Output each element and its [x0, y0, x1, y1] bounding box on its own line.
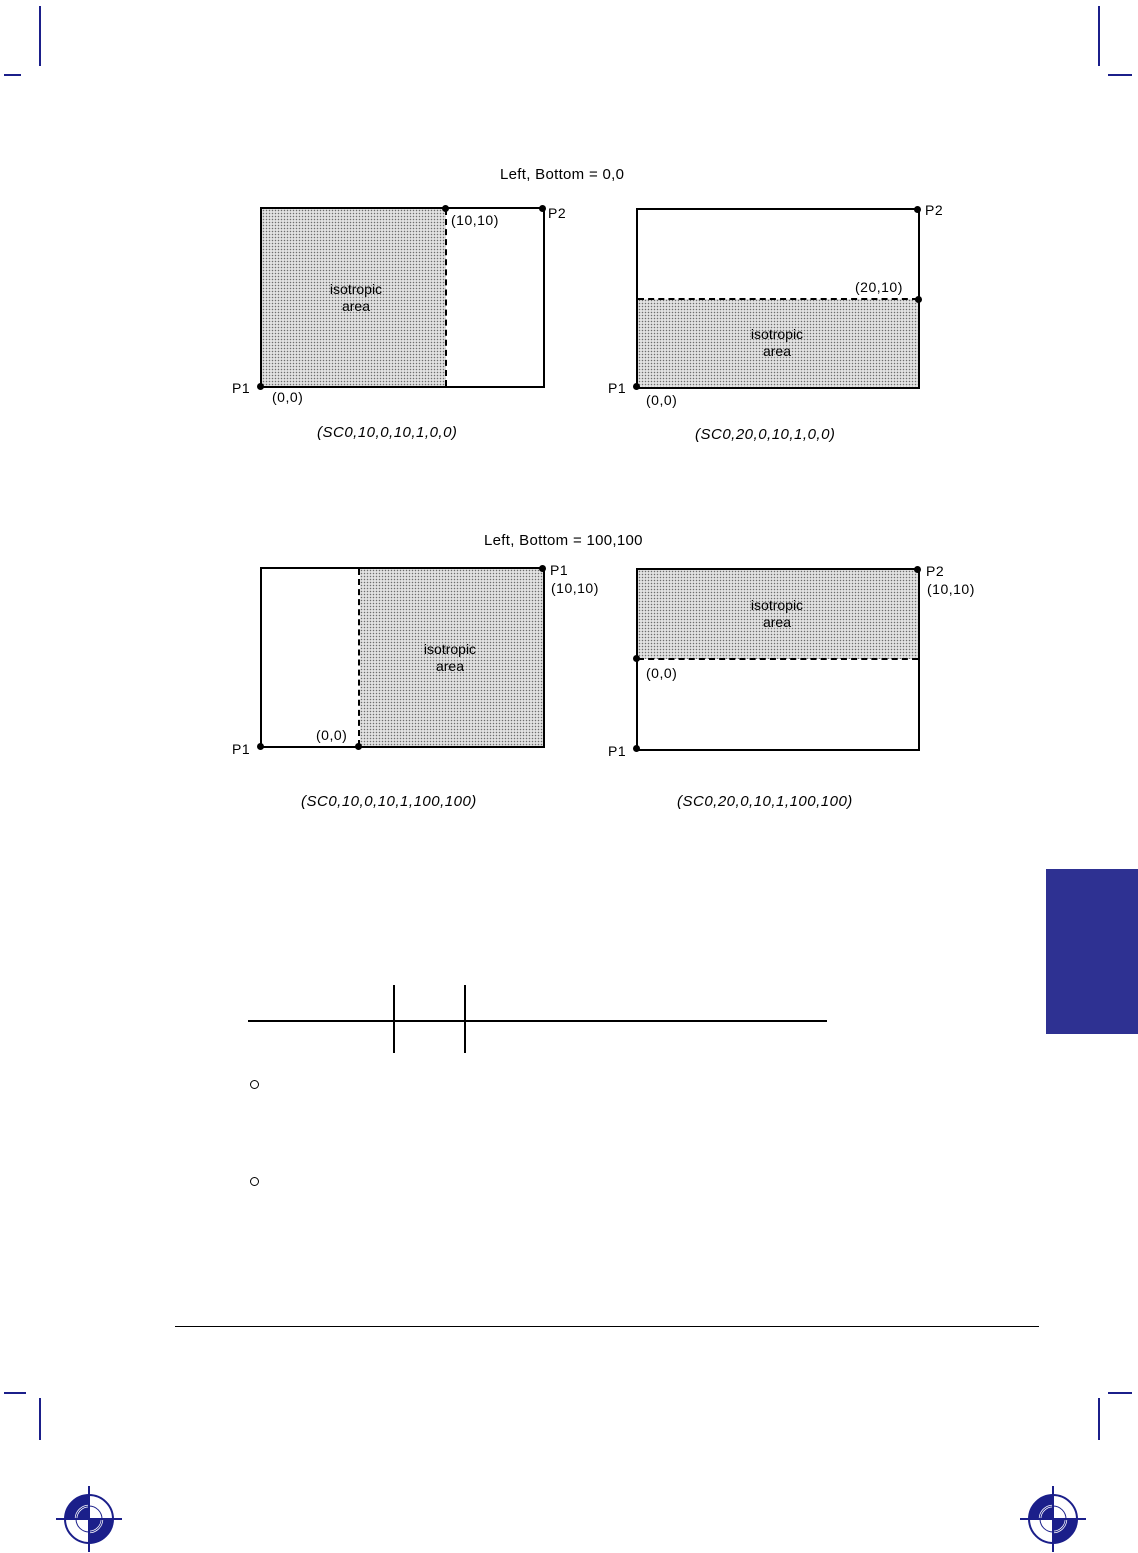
diagram-caption: (SC0,10,0,10,1,0,0) [317, 424, 458, 441]
diagram-caption: (SC0,10,0,10,1,100,100) [301, 793, 477, 810]
isotropic-area-label: isotropic area [750, 326, 804, 359]
corner-point [442, 205, 449, 212]
crop-mark [1098, 6, 1100, 66]
p1-label: P1 [232, 741, 251, 757]
isotropic-boundary [638, 658, 918, 660]
p1-label: P1 [232, 380, 251, 396]
corner-point [915, 296, 922, 303]
bullet-icon [250, 1177, 259, 1186]
p1-top-label: P1 [550, 562, 569, 578]
p2-label: P2 [926, 563, 945, 579]
p2-point [914, 206, 921, 213]
p1-top-point [539, 565, 546, 572]
crop-mark [1108, 1392, 1132, 1394]
isotropic-boundary [638, 298, 918, 300]
crop-mark [1098, 1398, 1100, 1440]
isotropic-area-label: isotropic area [329, 281, 383, 314]
crop-mark [39, 1398, 41, 1440]
chapter-tab [1046, 869, 1138, 1034]
section2-heading: Left, Bottom = 100,100 [484, 532, 643, 549]
corner-label: (10,10) [927, 581, 975, 597]
p1-point [633, 383, 640, 390]
isotropic-boundary [445, 209, 447, 386]
bullet-icon [250, 1080, 259, 1089]
registration-mark-icon [56, 1486, 122, 1552]
crop-mark [39, 6, 41, 66]
horizontal-rule [248, 1020, 827, 1022]
origin-label: (0,0) [646, 392, 678, 408]
p2-point [914, 566, 921, 573]
p2-label: P2 [925, 202, 944, 218]
isotropic-area-label: isotropic area [750, 597, 804, 630]
section1-heading: Left, Bottom = 0,0 [500, 166, 625, 183]
origin-point [633, 655, 640, 662]
diagram-caption: (SC0,20,0,10,1,0,0) [695, 426, 836, 443]
corner-label: (20,10) [855, 279, 903, 295]
p2-label: P2 [548, 205, 567, 221]
footer-rule [175, 1326, 1039, 1327]
origin-point [355, 743, 362, 750]
column-divider [393, 985, 395, 1053]
origin-label: (0,0) [316, 727, 348, 743]
corner-label: (10,10) [551, 580, 599, 596]
column-divider [464, 985, 466, 1053]
p1-label: P1 [608, 743, 627, 759]
origin-label: (0,0) [646, 665, 678, 681]
p1-point [257, 743, 264, 750]
corner-label: (10,10) [451, 212, 499, 228]
crop-mark [1108, 74, 1132, 76]
p1-point [633, 745, 640, 752]
p1-point [257, 383, 264, 390]
isotropic-area-label: isotropic area [423, 641, 477, 674]
p1-label: P1 [608, 380, 627, 396]
isotropic-boundary [358, 569, 360, 746]
p2-point [539, 205, 546, 212]
origin-label: (0,0) [272, 389, 304, 405]
registration-mark-icon [1020, 1486, 1086, 1552]
crop-mark [4, 1392, 26, 1394]
diagram-caption: (SC0,20,0,10,1,100,100) [677, 793, 853, 810]
crop-mark [4, 74, 21, 76]
